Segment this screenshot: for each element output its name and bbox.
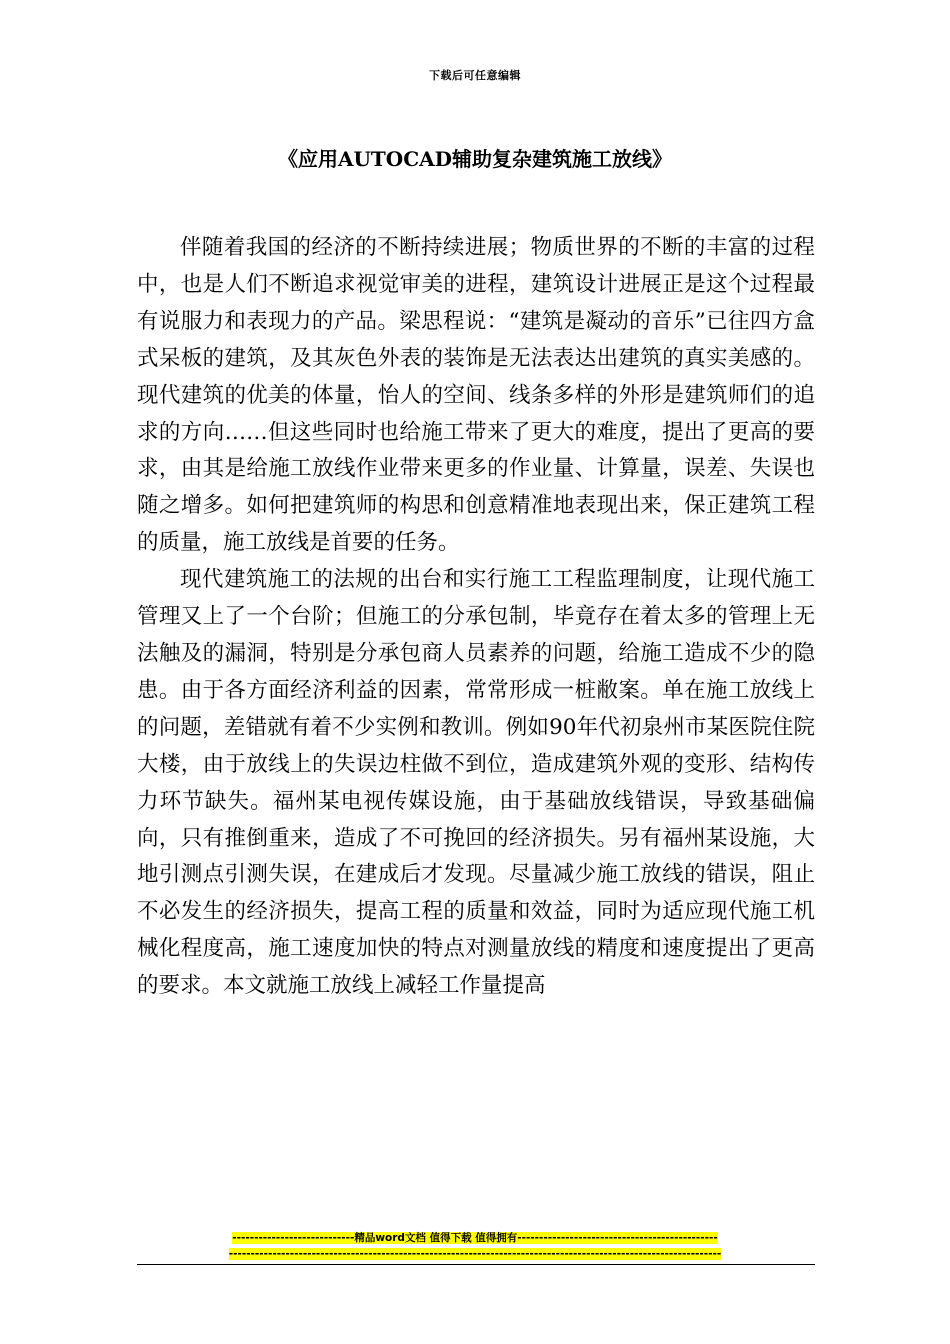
footer-banner-line-2 (0, 1247, 950, 1262)
header-note: 下载后可任意编辑 (429, 69, 521, 82)
document-body (137, 230, 815, 1005)
footer-banner-text-1: ----------------------------精品word文档 值得下载 值得拥有---------------------------------------------- (232, 1232, 718, 1244)
document-title: 《应用AUTOCAD辅助复杂建筑施工放线》 (277, 147, 673, 171)
footer-banner-text-2: ----------------------------------------------------------------------------------------------------------------- (228, 1248, 722, 1260)
footer-divider (137, 1264, 815, 1265)
paragraph-1: 伴随着我国的经济的不断持续进展；物质世界的不断的丰富的过程中，也是人们不断追求视觉审美的进程，建筑设计进展正是这个过程最有说服力和表现力的产品。梁思程说：“建筑是凝动的音乐”已往四方盒式呆板的建筑，及其灰色外表的装饰是无法表达出建筑的真实美感的。现代建筑的优美的体量，怡人的空间、线条多样的外形是建筑师们的追求的方向……但这些同时也给施工带来了更大的难度，提出了更高的要求，由其是给施工放线作业带来更多的作业量、计算量，误差、失误也随之增多。如何把建筑师的构思和创意精准地表现出来，保正建筑工程的质量，施工放线是首要的任务。 (137, 235, 815, 556)
paragraph-2: 现代建筑施工的法规的出台和实行施工工程监理制度，让现代施工管理又上了一个台阶；但施工的分承包制，毕竟存在着太多的管理上无法触及的漏洞，特别是分承包商人员素养的问题，给施工造成不少的隐患。由于各方面经济利益的因素，常常形成一桩敝案。单在施工放线上的问题，差错就有着不少实例和教训。例如90年代初泉州市某医院住院大楼，由于放线上的失误边柱做不到位，造成建筑外观的变形、结构传力环节缺失。福州某电视传媒设施，由于基础放线错误，导致基础偏向，只有推倒重来，造成了不可挽回的经济损失。另有福州某设施，大地引测点引测失误，在建成后才发现。尽量减少施工放线的错误，阻止不必发生的经济损失，提高工程的质量和效益，同时为适应现代施工机械化程度高，施工速度加快的特点对测量放线的精度和速度提出了更高的要求。本文就施工放线上减轻工作量提高 (137, 567, 815, 999)
footer-banner-line-1 (0, 1231, 950, 1246)
